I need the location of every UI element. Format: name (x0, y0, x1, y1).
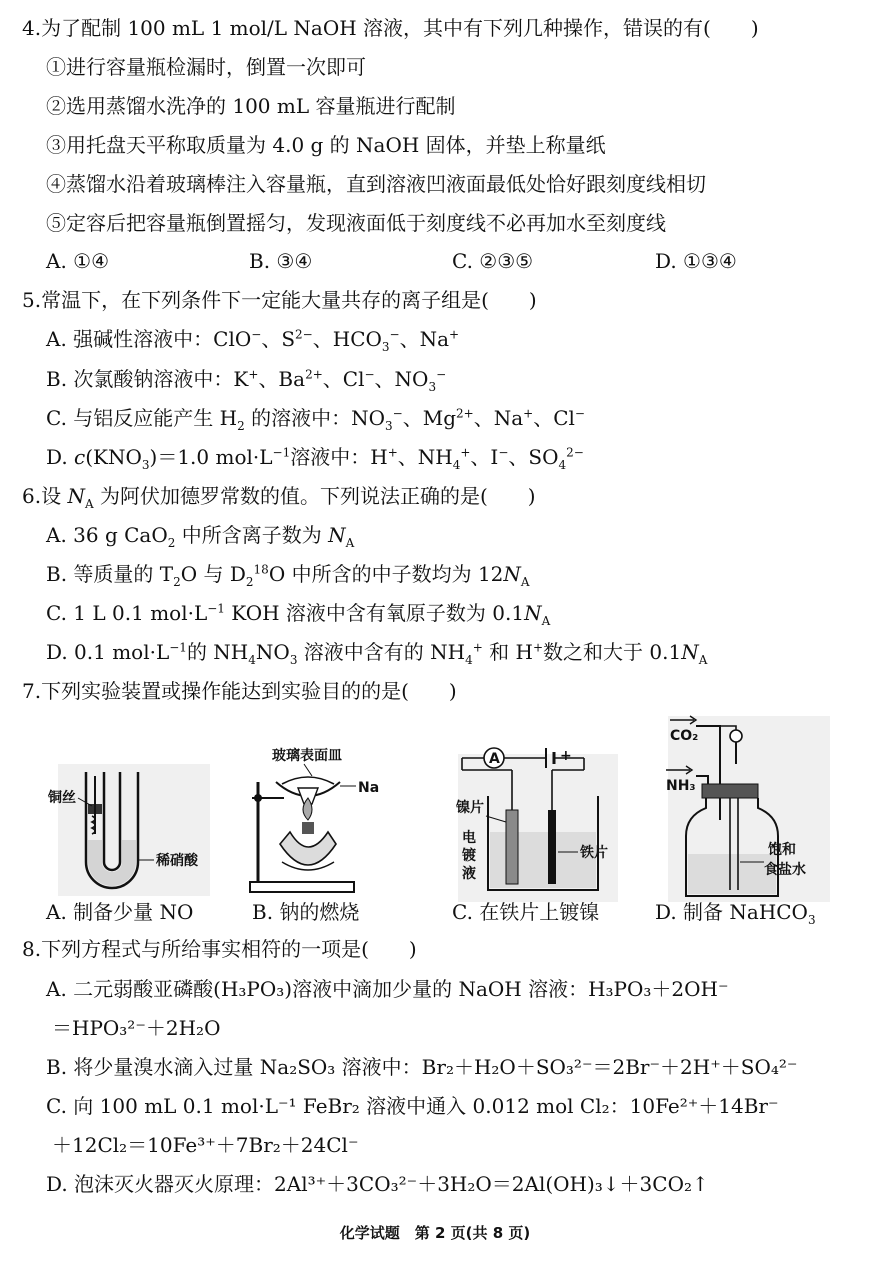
q4-choice-c[interactable]: C. ②③⑤ (452, 249, 534, 273)
q7-choice-b[interactable]: B. 钠的燃烧 (252, 900, 360, 924)
q4-item-4: ④蒸馏水沿着玻璃棒注入容量瓶，直到溶液凹液面最低处恰好跟刻度线相切 (46, 172, 706, 196)
label-sodium: Na (358, 780, 380, 796)
label-plating-solution-1: 电 (462, 830, 476, 846)
label-co2: CO₂ (670, 728, 699, 744)
q4-item-5: ⑤定容后把容量瓶倒置摇匀，发现液面低于刻度线不必再加水至刻度线 (46, 211, 666, 235)
label-ammeter: A (489, 751, 500, 767)
label-plating-solution-2: 镀 (462, 848, 476, 864)
q6-option-a[interactable]: A. 36 g CaO$_2$ 中所含离子数为 $N_A$ (46, 523, 355, 550)
q7-choice-a[interactable]: A. 制备少量 NO (46, 900, 194, 924)
label-dilute-nitric-acid: 稀硝酸 (156, 853, 198, 869)
q5-option-a[interactable]: A. 强碱性溶液中：ClO−、$S^{2-}$、$HCO_3^-$、Na+ (46, 327, 460, 354)
q5-option-d[interactable]: D. $c(KNO_3)=1.0$ $mol\cdot L^{-1}$溶液中：H+、$NH_4^+$、I−、$SO_4^{2-}$ (46, 445, 584, 472)
q4-choices (46, 247, 846, 275)
q4-choice-b[interactable]: B. ③④ (249, 249, 313, 273)
q8-stem: 8.下列方程式与所给事实相符的一项是( ) (22, 937, 417, 961)
label-saturated-1: 饱和 (768, 842, 796, 858)
label-iron-sheet: 铁片 (580, 845, 608, 861)
q4-item-2: ②选用蒸馏水洗净的 100 mL 容量瓶进行配制 (46, 94, 456, 118)
q7-stem: 7.下列实验装置或操作能达到实验目的的是( ) (22, 679, 457, 703)
label-watch-glass: 玻璃表面皿 (272, 748, 342, 764)
q4-item-3: ③用托盘天平称取质量为 4.0 g 的 NaOH 固体，并垫上称量纸 (46, 133, 606, 157)
figure-b-sodium-combustion (242, 712, 394, 904)
q7-choice-c[interactable]: C. 在铁片上镀镍 (452, 900, 600, 924)
q8-option-a-line1[interactable]: A. 二元弱酸亚磷酸(H₃PO₃)溶液中滴加少量的 NaOH 溶液：H₃PO₃＋2OH⁻ (46, 977, 729, 1001)
q6-stem: 6.设 $N_A$ 为阿伏加德罗常数的值。下列说法正确的是( ) (22, 484, 536, 511)
q4-item-1: ①进行容量瓶检漏时，倒置一次即可 (46, 55, 366, 79)
q6-option-b[interactable]: B. 等质量的 $T_2O$ 与 $D_2^{18}O$ 中所含的中子数均为 $12N_A$ (46, 562, 530, 589)
q4-stem: 4.为了配制 100 mL 1 mol/L NaOH 溶液，其中有下列几种操作，错误的有( ) (22, 16, 759, 40)
q5-stem: 5.常温下，在下列条件下一定能大量共存的离子组是( ) (22, 288, 537, 312)
q8-option-c-line2: ＋12Cl₂＝10Fe³⁺＋7Br₂＋24Cl⁻ (52, 1133, 359, 1157)
label-positive-terminal: + (560, 748, 572, 764)
label-saturated-2: 食盐水 (764, 862, 806, 878)
label-nh3: NH₃ (666, 778, 696, 794)
q6-option-d[interactable]: D. 0.1 $mol\cdot L^{-1}$的 $NH_4NO_3$ 溶液中含有的 $NH_4^+$ 和 H+数之和大于 $0.1N_A$ (46, 640, 708, 667)
q8-option-d[interactable]: D. 泡沫灭火器灭火原理：2Al³⁺＋3CO₃²⁻＋3H₂O＝2Al(OH)₃↓＋3CO₂↑ (46, 1172, 709, 1196)
figure-d-nahco3-bottle (660, 712, 832, 904)
figure-a-u-tube (44, 712, 214, 904)
label-nickel-sheet: 镍片 (456, 800, 484, 816)
q7-choice-d[interactable]: D. 制备 NaHCO$_3$ (655, 900, 816, 927)
q8-option-b[interactable]: B. 将少量溴水滴入过量 Na₂SO₃ 溶液中：Br₂＋H₂O＋SO₃²⁻＝2Br⁻＋2H⁺＋SO₄²⁻ (46, 1055, 798, 1079)
figure-c-electroplating (452, 712, 622, 904)
q6-option-c[interactable]: C. 1 L 0.1 $mol\cdot L^{-1}$ KOH 溶液中含有氧原子数为 $0.1N_A$ (46, 601, 551, 628)
page-footer: 化学试题 第 2 页(共 8 页) (339, 1224, 531, 1242)
q8-option-c-line1[interactable]: C. 向 100 mL 0.1 mol·L⁻¹ FeBr₂ 溶液中通入 0.012 mol Cl₂：10Fe²⁺＋14Br⁻ (46, 1094, 779, 1118)
q4-choice-d[interactable]: D. ①③④ (655, 249, 737, 273)
label-copper-wire: 铜丝 (48, 790, 76, 806)
q8-option-a-line2: ＝HPO₃²⁻＋2H₂O (52, 1016, 221, 1040)
label-plating-solution-3: 液 (462, 866, 476, 882)
q4-choice-a[interactable]: A. ①④ (46, 249, 110, 273)
q5-option-b[interactable]: B. 次氯酸钠溶液中：K+、$Ba^{2+}$、Cl−、$NO_3^-$ (46, 367, 447, 394)
q5-option-c[interactable]: C. 与铝反应能产生 $H_2$ 的溶液中：$NO_3^-$、$Mg^{2+}$、Na+、Cl− (46, 406, 585, 433)
